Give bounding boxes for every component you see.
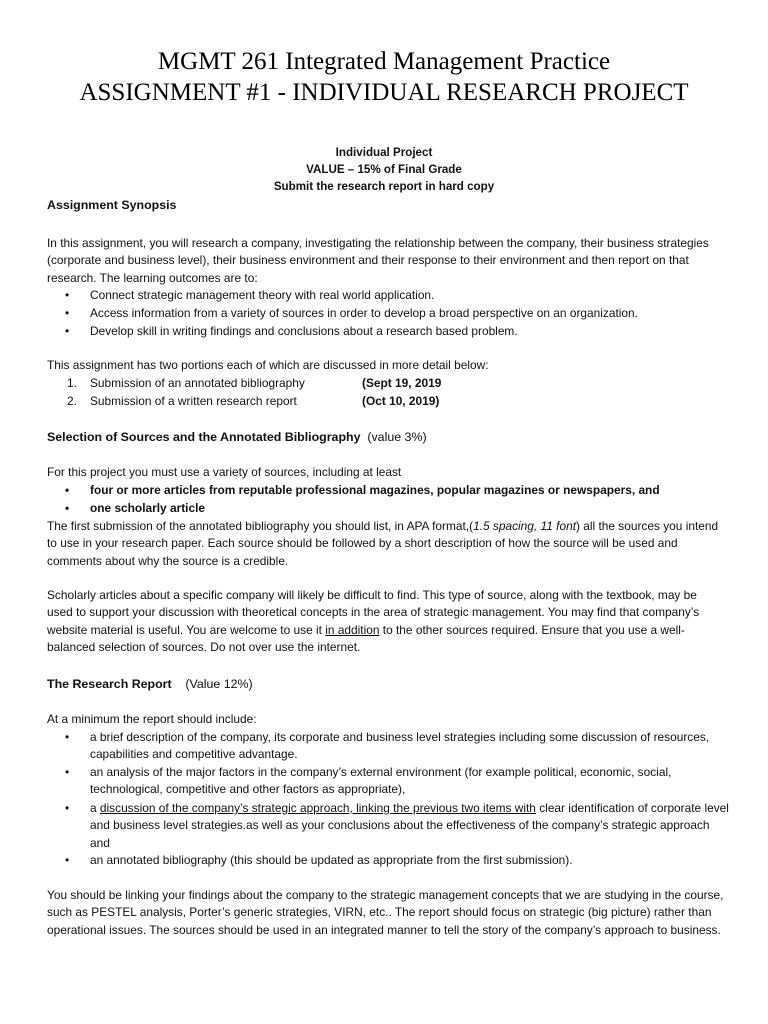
meta-value: VALUE – 15% of Final Grade — [306, 163, 462, 176]
heading-sources-value: (value 3%) — [367, 430, 427, 444]
report-intro: At a minimum the report should include: — [47, 712, 257, 726]
document-title: MGMT 261 Integrated Management Practice — [157, 48, 611, 75]
portion-text: Submission of an annotated bibliography — [90, 376, 305, 390]
source-requirement: • four or more articles from reputable professional magazines, popular magazines or newspapers, and — [90, 482, 730, 499]
portion-number: 2. — [67, 394, 77, 408]
heading-sources — [47, 430, 427, 444]
requirement-text: including some discussion of resources, capabilities and competitive advantage. — [90, 730, 710, 762]
emphasis-text: discussion of the company’s strategic approach, linking the previous two items with — [99, 801, 536, 815]
closing-paragraph: You should be linking your findings about the company to the strategic management concepts that we are studying in the course, such as PESTEL analysis, Porter’s generic strategies, VIRN, etc.. The report should focus on strategic (big picture) rather than operational issues. The sources should be used in an integrated manner to tell the story of the company’s approach to business. — [47, 888, 724, 937]
scholarly-text: to the other sources required. Ensure that you use a well-balanced selection of sources. Do not over use the internet. — [47, 622, 685, 655]
format-note: 1.5 spacing, 11 font — [473, 519, 576, 533]
bibliography-text: ) all the sources you intend to use in your research paper. Each source should be followed by a short description of how the source will be used and comments about why the source is a credible. — [47, 519, 719, 568]
report-requirement — [90, 764, 730, 799]
outcome-item: • Access information from a variety of sources in order to develop a broad perspective on an organization. — [90, 305, 730, 322]
document-subtitle: ASSIGNMENT #1 - INDIVIDUAL RESEARCH PROJECT — [79, 79, 689, 106]
bibliography-text: The first submission of the annotated bibliography you should list, in APA format,( — [47, 519, 474, 533]
report-requirement — [90, 729, 730, 764]
heading-report-value: (Value 12%) — [185, 677, 253, 691]
portion-text: Submission of a written research report — [90, 394, 297, 408]
bibliography-paragraph — [47, 518, 725, 570]
source-requirement: • one scholarly article — [90, 500, 730, 517]
requirement-text: an analysis of the major factors in the company’s — [90, 765, 351, 779]
requirement-text: a — [90, 801, 100, 815]
requirement-text: a brief description of the company, its — [90, 730, 290, 744]
meta-submission: Submit the research report in hard copy — [273, 180, 495, 193]
heading-synopsis: Assignment Synopsis — [47, 198, 177, 212]
scholarly-paragraph — [47, 587, 725, 657]
meta-project-type: Individual Project — [335, 146, 433, 159]
scholarly-text: Scholarly articles about a specific company will likely be difficult to find. This type of source, along with the textbook, may be used to support your discussion with theoretical concepts in the area of strategic management. You may find that company’s website material is useful. You are welcome to use it — [47, 588, 700, 637]
report-requirement: • an annotated bibliography (this should be updated as appropriate from the first submission). — [90, 852, 730, 869]
outcome-item: • Develop skill in writing findings and conclusions about a research based problem. — [90, 323, 730, 340]
emphasis-text: in addition — [325, 622, 380, 637]
requirement-text: clear identification of corporate level and business level strategies.as well as your conclusions about the effectiveness of the company’s strategic approach and — [90, 801, 729, 850]
requirement-text: (for example political, economic, social, technological, competitive and other factors as appropriate), — [90, 765, 672, 797]
report-requirement — [90, 800, 730, 852]
emphasis-text: external environment — [350, 765, 462, 779]
portions-intro: This assignment has two portions each of which are discussed in more detail below: — [47, 358, 489, 372]
outcome-item: • Connect strategic management theory with real world application. — [90, 287, 730, 304]
heading-report-label: The Research Report — [47, 677, 172, 691]
sources-intro: For this project you must use a variety of sources, including at least — [47, 465, 402, 479]
portion-number: 1. — [67, 376, 77, 390]
portion-date: (Oct 10, 2019) — [362, 394, 440, 408]
heading-report — [47, 677, 253, 691]
portion-date: (Sept 19, 2019 — [362, 376, 442, 390]
synopsis-intro: In this assignment, you will research a company, investigating the relationship between the company, their business strategies (corporate and business level), their business environment and their response to their environment and then report on that research. The learning outcomes are to: — [47, 236, 709, 285]
emphasis-text: corporate and business level strategies — [289, 730, 496, 744]
heading-sources-label: Selection of Sources and the Annotated Bibliography — [47, 430, 361, 444]
